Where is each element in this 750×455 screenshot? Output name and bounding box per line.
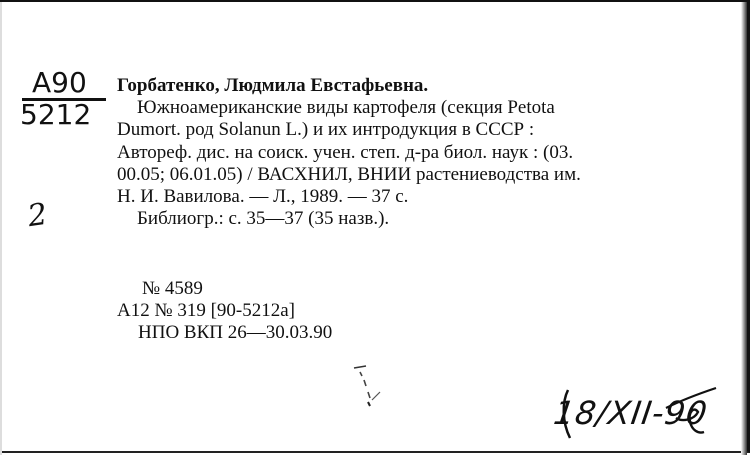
shelfmark-bottom: 5212 (20, 98, 92, 131)
description-line: Южноамериканские виды картофеля (секция Petota (137, 97, 555, 119)
description (117, 97, 707, 208)
date-stamp-flourish (548, 382, 718, 444)
description-line: Dumort. род Solanun L.) и их интродукция в СССР : (117, 119, 535, 141)
author-heading: Горбатенко, Людмила Евстафьевна. (117, 75, 429, 96)
date-stamp-text: 18/XII-90 (551, 394, 711, 432)
description-line: Автореф. дис. на соиск. учен. степ. д-ра биол. наук : (03. (117, 141, 574, 163)
npo-line: НПО ВКП 26—30.03.90 (138, 322, 333, 343)
card-left-edge (0, 2, 2, 455)
accession-number: № 4589 (142, 278, 203, 299)
pencil-scribble-mark (340, 362, 400, 412)
inventory-line: А12 № 319 [90-5212а] (117, 300, 296, 321)
handwritten-date-stamp (548, 382, 718, 444)
shelfmark-top: A90 (32, 66, 87, 99)
card-right-edge (741, 2, 747, 455)
shelfmark (18, 66, 114, 131)
bibliographic-entry (117, 75, 707, 230)
description-line: 00.05; 06.01.05) / ВАСХНИЛ, ВНИИ растениеводства им. (117, 163, 581, 185)
description-line: Н. И. Вавилова. — Л., 1989. — 37 с. (117, 186, 409, 208)
handwritten-margin-mark: 2 (25, 196, 50, 235)
bibliography-note: Библиогр.: с. 35—37 (35 назв.). (137, 208, 390, 230)
